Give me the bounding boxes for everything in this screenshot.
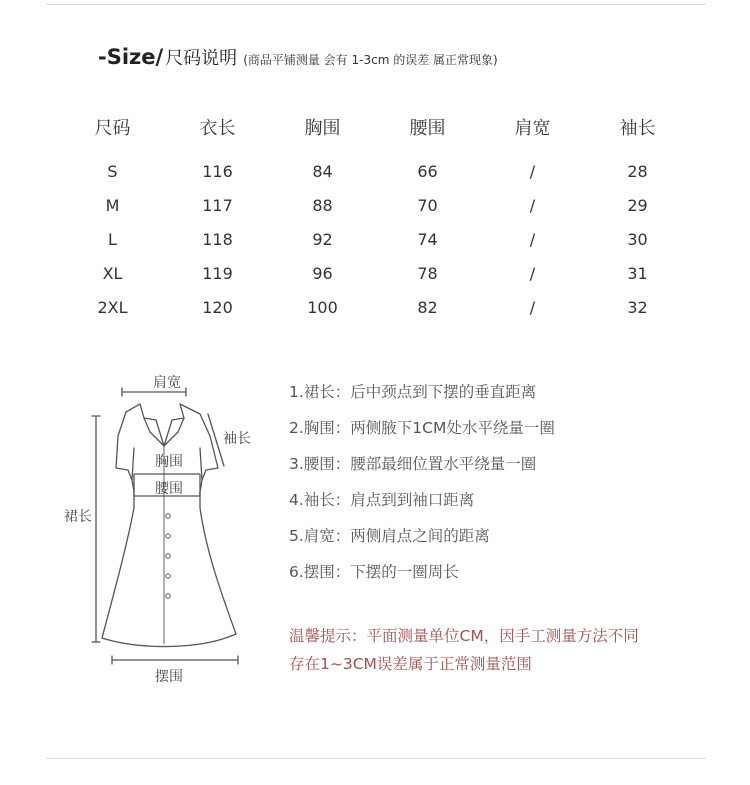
table-cell: 70 <box>417 195 438 215</box>
table-cell: 117 <box>202 195 233 215</box>
dress-illustration <box>60 370 270 690</box>
table-cell: / <box>529 297 536 317</box>
table-row <box>60 154 700 188</box>
table-row <box>60 256 700 290</box>
table-cell: 30 <box>627 229 648 249</box>
table-cell: 118 <box>202 229 233 249</box>
bottom-divider <box>46 758 706 759</box>
table-row <box>60 188 700 222</box>
table-cell: 96 <box>312 263 333 283</box>
size-heading <box>98 44 498 74</box>
table-cell: L <box>108 229 117 249</box>
header-cell: 衣长 <box>199 118 236 139</box>
table-cell: / <box>529 195 536 215</box>
table-cell: 82 <box>417 297 438 317</box>
definition-item: 4.袖长：肩点到到袖口距离 <box>289 491 475 509</box>
heading-zh: 尺码说明 <box>165 48 238 69</box>
table-cell: 28 <box>627 161 648 181</box>
header-cell: 腰围 <box>409 118 446 139</box>
tip-line-1: 温馨提示：平面测量单位CM，因手工测量方法不同 <box>289 627 639 645</box>
definition-item: 5.肩宽：两侧肩点之间的距离 <box>289 527 490 545</box>
table-cell: S <box>107 161 118 181</box>
table-cell: 120 <box>202 297 233 317</box>
label-length: 裙长 <box>64 509 92 525</box>
table-cell: 74 <box>417 229 438 249</box>
table-row <box>60 222 700 256</box>
table-cell: 88 <box>312 195 333 215</box>
table-row <box>60 290 700 324</box>
table-cell: M <box>105 195 120 215</box>
table-cell: 66 <box>417 161 438 181</box>
table-cell: 116 <box>202 161 233 181</box>
table-cell: 78 <box>417 263 438 283</box>
measurement-definitions <box>289 380 555 596</box>
top-divider <box>46 4 706 5</box>
header-cell: 肩宽 <box>514 118 551 139</box>
definition-item: 1.裙长：后中颈点到下摆的垂直距离 <box>289 383 537 401</box>
label-chest: 胸围 <box>155 454 183 470</box>
heading-en: -Size/ <box>98 45 164 69</box>
table-header-row <box>60 112 700 142</box>
table-cell: XL <box>102 263 123 283</box>
header-cell: 袖长 <box>619 118 656 139</box>
table-cell: 32 <box>627 297 648 317</box>
table-cell: 100 <box>307 297 338 317</box>
table-cell: 2XL <box>97 297 128 317</box>
header-cell: 胸围 <box>304 118 341 139</box>
table-cell: 92 <box>312 229 333 249</box>
label-shoulder: 肩宽 <box>153 375 181 391</box>
table-cell: 119 <box>202 263 233 283</box>
table-cell: / <box>529 161 536 181</box>
table-cell: 31 <box>627 263 648 283</box>
table-cell: 84 <box>312 161 333 181</box>
table-cell: / <box>529 263 536 283</box>
table-cell: 29 <box>627 195 648 215</box>
label-hem: 摆围 <box>155 669 183 685</box>
label-sleeve: 袖长 <box>223 431 251 447</box>
table-cell: / <box>529 229 536 249</box>
heading-note: (商品平铺测量 会有 1-3cm 的误差 属正常现象) <box>243 53 498 67</box>
definition-item: 6.摆围：下摆的一圈周长 <box>289 563 459 581</box>
measurement-tip <box>289 622 689 678</box>
size-table <box>60 112 700 324</box>
header-cell: 尺码 <box>94 118 131 139</box>
dress-drawing <box>60 370 270 690</box>
tip-line-2: 存在1~3CM误差属于正常测量范围 <box>289 655 532 673</box>
definition-item: 2.胸围：两侧腋下1CM处水平绕量一圈 <box>289 419 555 437</box>
label-waist: 腰围 <box>155 481 183 497</box>
definition-item: 3.腰围：腰部最细位置水平绕量一圈 <box>289 455 537 473</box>
